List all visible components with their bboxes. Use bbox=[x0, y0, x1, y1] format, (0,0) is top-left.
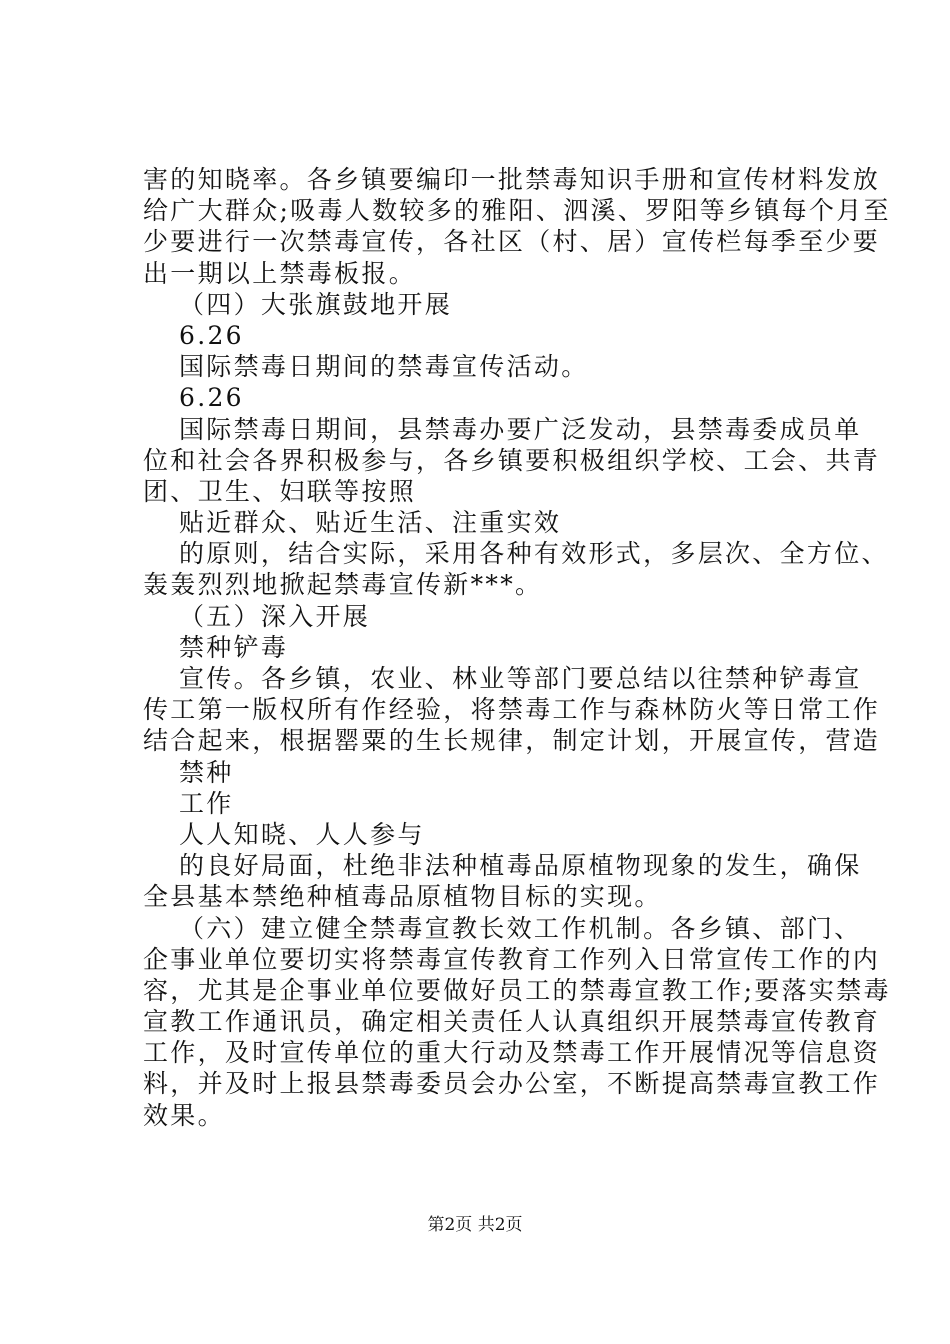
text-line: 出一期以上禁毒板报。 bbox=[143, 258, 417, 288]
section-heading-6: （六）建立健全禁毒宣教长效工作机制。各乡镇、部门、 bbox=[179, 913, 862, 943]
text-line: 国际禁毒日期间的禁毒宣传活动。 bbox=[179, 352, 589, 382]
text-line: 人人知晓、人人参与 bbox=[179, 819, 425, 849]
text-line: 工作，及时宣传单位的重大行动及禁毒工作开展情况等信息资 bbox=[143, 1038, 881, 1068]
text-line: 害的知晓率。各乡镇要编印一批禁毒知识手册和宣传材料发放 bbox=[143, 165, 881, 194]
text-line: 位和社会各界积极参与，各乡镇要积极组织学校、工会、共青 bbox=[143, 445, 881, 475]
text-line: 料，并及时上报县禁毒委员会办公室，不断提高禁毒宣教工作 bbox=[143, 1069, 881, 1099]
page-number-footer: 第2页 共2页 bbox=[427, 1215, 523, 1235]
text-line: 给广大群众;吸毒人数较多的雅阳、泗溪、罗阳等乡镇每个月至 bbox=[143, 196, 891, 226]
text-line: 效果。 bbox=[143, 1100, 225, 1130]
body-text bbox=[143, 164, 891, 1131]
text-line: 宣教工作通讯员，确定相关责任人认真组织开展禁毒宣传教育 bbox=[143, 1007, 881, 1037]
section-heading-5: （五）深入开展 bbox=[179, 601, 371, 631]
text-line: 传工第一版权所有作经验，将禁毒工作与森林防火等日常工作 bbox=[143, 695, 881, 725]
text-line: 的良好局面，杜绝非法种植毒品原植物现象的发生，确保 bbox=[179, 851, 862, 881]
text-line: 贴近群众、贴近生活、注重实效 bbox=[179, 508, 562, 538]
text-line: 少要进行一次禁毒宣传，各社区（村、居）宣传栏每季至少要 bbox=[143, 227, 881, 257]
section-heading-4: （四）大张旗鼓地开展 bbox=[179, 289, 453, 319]
text-line: 6.26 bbox=[179, 320, 244, 350]
text-line: 容，尤其是企事业单位要做好员工的禁毒宣教工作;要落实禁毒 bbox=[143, 975, 891, 1005]
text-line: 全县基本禁绝种植毒品原植物目标的实现。 bbox=[143, 882, 662, 912]
text-line: 6.26 bbox=[179, 383, 244, 413]
text-line: 国际禁毒日期间，县禁毒办要广泛发动，县禁毒委成员单 bbox=[179, 414, 862, 444]
text-line: 工作 bbox=[179, 788, 234, 818]
text-line: 的原则，结合实际，采用各种有效形式，多层次、全方位、 bbox=[179, 539, 889, 569]
text-line: 结合起来，根据罂粟的生长规律，制定计划，开展宣传，营造 bbox=[143, 726, 881, 756]
text-line: 禁种铲毒 bbox=[179, 632, 289, 662]
text-line: 团、卫生、妇联等按照 bbox=[143, 476, 417, 506]
text-line: 轰轰烈烈地掀起禁毒宣传新***。 bbox=[143, 570, 543, 600]
text-line: 禁种 bbox=[179, 757, 234, 787]
text-line: 企事业单位要切实将禁毒宣传教育工作列入日常宣传工作的内 bbox=[143, 944, 881, 974]
text-line: 宣传。各乡镇，农业、林业等部门要总结以往禁种铲毒宣 bbox=[179, 664, 862, 693]
